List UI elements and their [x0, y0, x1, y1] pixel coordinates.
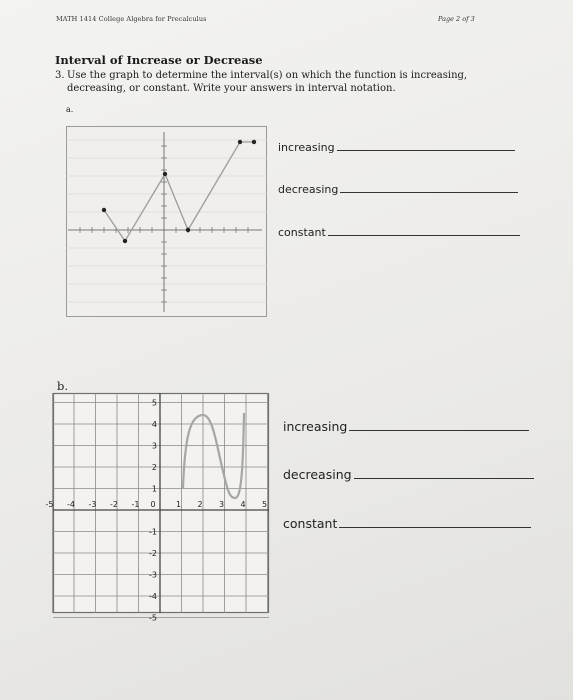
answer-b-decreasing[interactable]	[283, 467, 534, 482]
graph-b-y-tick-label: -2	[149, 549, 157, 558]
graph-b-y-tick-label: 3	[151, 441, 157, 451]
answer-b-increasing-line[interactable]	[349, 430, 529, 431]
answer-a-decreasing-label: decreasing	[278, 183, 339, 196]
answer-b-decreasing-label: decreasing	[283, 467, 352, 482]
answer-b-constant-line[interactable]	[339, 527, 531, 528]
graph-b-y-tick-label: -5	[149, 613, 157, 623]
answer-b-constant-label: constant	[283, 516, 338, 531]
answer-a-constant-line[interactable]	[328, 235, 520, 236]
part-a-label: a.	[66, 105, 74, 114]
answer-b-decreasing-line[interactable]	[354, 478, 534, 479]
answer-b-increasing[interactable]	[283, 419, 529, 434]
graph-b-x-tick-label: 0	[150, 500, 156, 509]
answer-a-decreasing[interactable]	[278, 183, 518, 196]
graph-b-x-tick-label: -3	[88, 500, 97, 509]
graph-b-x-tick-label: -1	[131, 500, 140, 509]
graph-b-frame	[54, 394, 269, 613]
answer-a-increasing-line[interactable]	[337, 150, 515, 151]
graph-b-y-tick-label: -3	[149, 570, 157, 580]
course-header: MATH 1414 College Algebra for Precalculus	[56, 15, 207, 23]
graph-b-y-tick-label: 2	[151, 463, 157, 472]
question-text: Use the graph to determine the interval(s) on which the function is increasing, decreasing, or constant. Write your answers in interval notation.	[67, 70, 468, 94]
graph-b-x-tick-label: 2	[197, 500, 203, 509]
answer-b-increasing-label: increasing	[283, 419, 348, 434]
answer-a-increasing[interactable]	[278, 141, 515, 154]
graph-b-x-tick-label: -2	[110, 500, 118, 509]
answer-a-increasing-label: increasing	[278, 141, 335, 154]
graph-b-y-tick-label: 4	[151, 420, 157, 429]
graph-b	[45, 393, 271, 623]
graph-a-frame	[67, 127, 267, 317]
answer-a-constant-label: constant	[278, 226, 326, 239]
graph-b-x-tick-label: 1	[175, 500, 182, 509]
answer-a-decreasing-line[interactable]	[340, 192, 518, 193]
part-b-label: b.	[57, 379, 69, 393]
graph-a	[66, 126, 268, 318]
graph-b-y-tick-label: 1	[151, 484, 157, 494]
answer-b-constant[interactable]	[283, 516, 531, 531]
section-title: Interval of Increase or Decrease	[55, 53, 263, 67]
answer-a-constant[interactable]	[278, 226, 520, 239]
graph-b-x-tick-label: -5	[45, 500, 54, 509]
graph-b-x-tick-label: 3	[218, 500, 225, 509]
graph-b-x-tick-label: -4	[67, 500, 75, 509]
graph-b-y-tick-label: -4	[149, 592, 157, 601]
graph-b-y-tick-label: -1	[149, 527, 157, 537]
graph-b-x-tick-label: 5	[261, 500, 268, 509]
graph-b-x-tick-label: 4	[240, 500, 246, 509]
question-number: 3.	[55, 70, 65, 81]
graph-b-y-tick-label: 5	[151, 398, 157, 408]
page-number: Page 2 of 3	[438, 15, 475, 23]
